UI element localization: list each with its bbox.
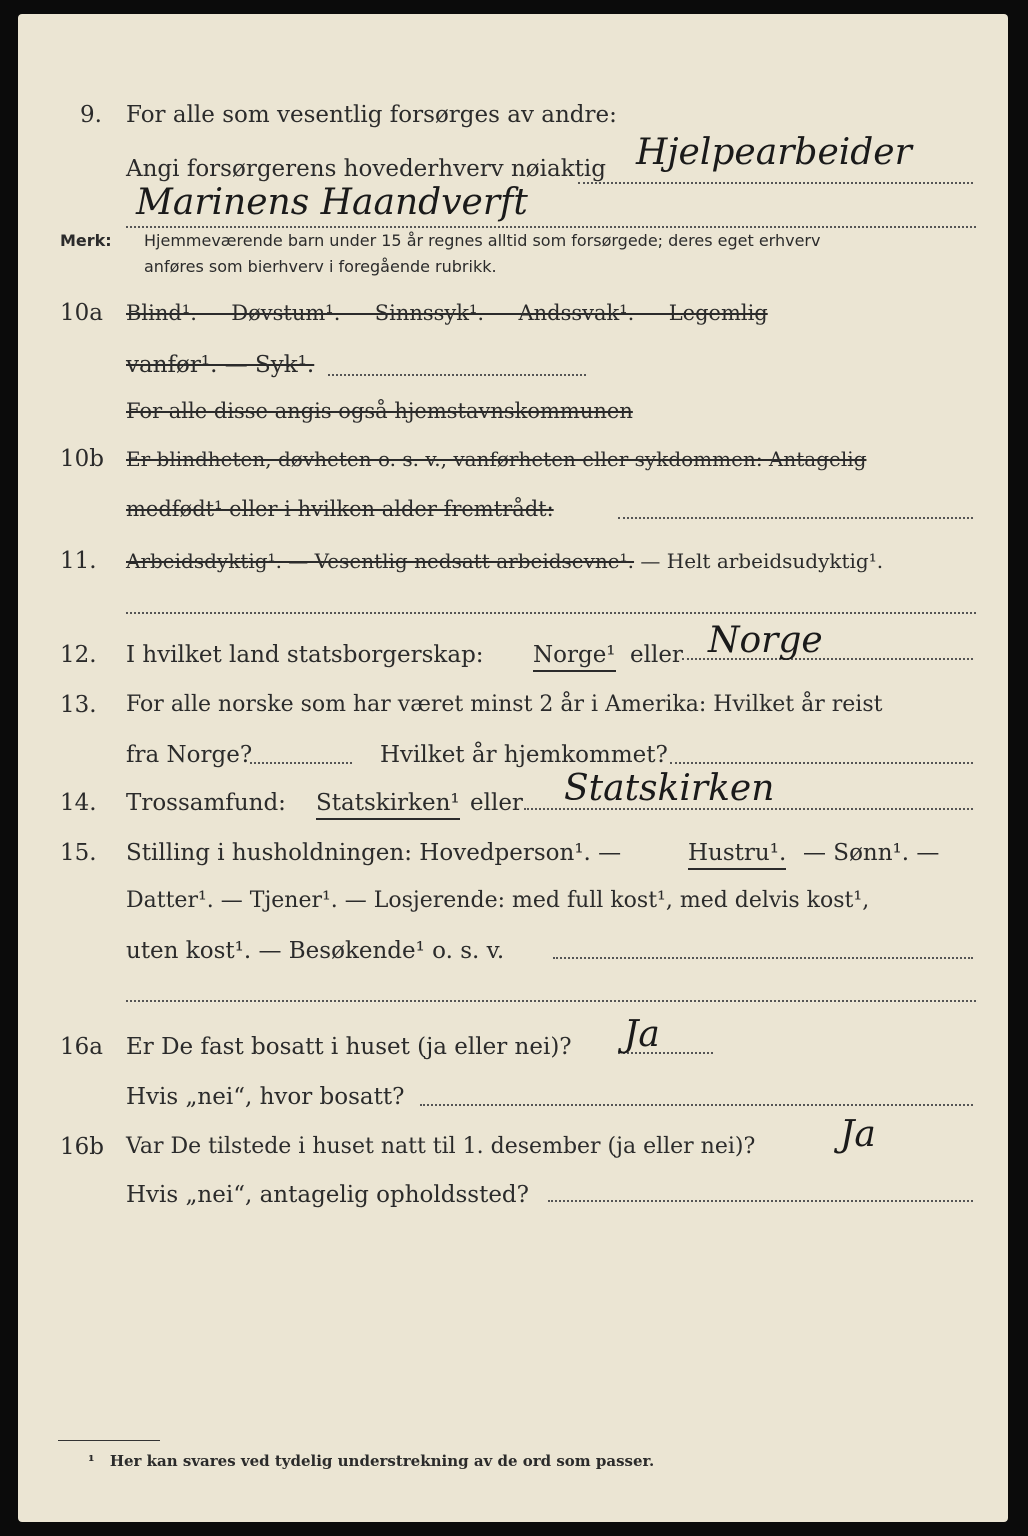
q13-text2a: fra Norge? bbox=[126, 742, 253, 768]
q13-text1: For alle norske som har været minst 2 år i Amerika: Hvilket år reist bbox=[126, 692, 883, 717]
merk-text2: anføres som bierhverv i foregående rubrikk. bbox=[144, 257, 497, 276]
q10a-text3: For alle disse angis også hjemstavnskommunen bbox=[126, 399, 633, 423]
q16a-number: 16a bbox=[60, 1034, 103, 1060]
q16a-handwritten-answer: Ja bbox=[624, 1014, 660, 1055]
q10a-number: 10a bbox=[60, 300, 103, 326]
q10a-text1: Blind¹. — Døvstum¹. — Sinnssyk¹. — Andssvak¹. — Legemlig bbox=[126, 301, 768, 325]
q12-suffix: eller bbox=[630, 642, 683, 668]
merk-text1: Hjemmeværende barn under 15 år regnes alltid som forsørgede; deres eget erhverv bbox=[144, 231, 821, 250]
q16b-handwritten-answer: Ja bbox=[840, 1114, 876, 1155]
q15-answer-line2 bbox=[126, 1000, 976, 1002]
q10a-text2: vanfør¹. — Syk¹. bbox=[126, 352, 315, 378]
q15-answer-line1 bbox=[553, 957, 973, 959]
q11-text-struck: Arbeidsdyktig¹. — Vesentlig nedsatt arbeidsevne¹. bbox=[126, 549, 635, 573]
footnote-mark: ¹ bbox=[88, 1452, 95, 1470]
q16a-text1: Er De fast bosatt i huset (ja eller nei)? bbox=[126, 1034, 572, 1060]
q10b-number: 10b bbox=[60, 446, 104, 472]
q9-answer-line1 bbox=[578, 182, 973, 184]
q13-answer-line-hjemkommet bbox=[670, 762, 973, 764]
census-form-page bbox=[18, 14, 1008, 1522]
q14-prefix: Trossamfund: bbox=[126, 790, 286, 816]
q10b-answer-line bbox=[618, 517, 973, 519]
q11-text bbox=[126, 546, 883, 576]
q11-text-rest: — Helt arbeidsudyktig¹. bbox=[634, 549, 884, 573]
q13-answer-line-reist bbox=[250, 762, 352, 764]
q16b-text2: Hvis „nei“, antagelig opholdssted? bbox=[126, 1182, 529, 1208]
q10b-text1: Er blindheten, døvheten o. s. v., vanførheten eller sykdommen: Antagelig bbox=[126, 447, 867, 471]
q16b-answer-line bbox=[548, 1200, 973, 1202]
footnote-rule bbox=[58, 1440, 160, 1441]
q14-handwritten-answer: Statskirken bbox=[564, 768, 775, 809]
q11-number: 11. bbox=[60, 548, 97, 574]
q13-text2b: Hvilket år hjemkommet? bbox=[380, 742, 668, 768]
q9-number: 9. bbox=[80, 102, 102, 128]
q14-suffix: eller bbox=[470, 790, 523, 816]
q10a-answer-line2 bbox=[328, 374, 586, 376]
q16b-number: 16b bbox=[60, 1134, 104, 1160]
footnote bbox=[88, 1452, 654, 1470]
q15-text1c: — Sønn¹. — bbox=[803, 840, 940, 866]
q9-text1: For alle som vesentlig forsørges av andre: bbox=[126, 102, 617, 128]
q15-text2: Datter¹. — Tjener¹. — Losjerende: med full kost¹, med delvis kost¹, bbox=[126, 888, 870, 913]
q14-option-statskirken: Statskirken¹ bbox=[316, 788, 460, 820]
q11-answer-line bbox=[126, 612, 976, 614]
q15-text3: uten kost¹. — Besøkende¹ o. s. v. bbox=[126, 938, 505, 964]
q15-option-hustru: Hustru¹. bbox=[688, 838, 786, 870]
q16a-text2: Hvis „nei“, hvor bosatt? bbox=[126, 1084, 405, 1110]
footnote-text: Her kan svares ved tydelig understrekning av de ord som passer. bbox=[109, 1452, 655, 1470]
q9-answer-line2 bbox=[126, 226, 976, 228]
q13-number: 13. bbox=[60, 692, 97, 718]
q16b-text1: Var De tilstede i huset natt til 1. desember (ja eller nei)? bbox=[126, 1134, 756, 1159]
q14-number: 14. bbox=[60, 790, 97, 816]
q12-option-norge: Norge¹ bbox=[533, 640, 616, 672]
q9-handwritten-answer1: Hjelpearbeider bbox=[636, 132, 912, 173]
q9-text2: Angi forsørgerens hovederhverv nøiaktig bbox=[126, 156, 606, 182]
q12-number: 12. bbox=[60, 642, 97, 668]
q12-prefix: I hvilket land statsborgerskap: bbox=[126, 642, 484, 668]
q9-handwritten-answer2: Marinens Haandverft bbox=[136, 182, 528, 223]
q15-text1a: Stilling i husholdningen: Hovedperson¹. — bbox=[126, 840, 622, 866]
q16a-answer-line2 bbox=[420, 1104, 973, 1106]
q15-number: 15. bbox=[60, 840, 97, 866]
q12-handwritten-answer: Norge bbox=[708, 620, 823, 661]
q10b-text2: medfødt¹ eller i hvilken alder fremtrådt: bbox=[126, 497, 554, 521]
merk-label: Merk: bbox=[60, 231, 112, 250]
